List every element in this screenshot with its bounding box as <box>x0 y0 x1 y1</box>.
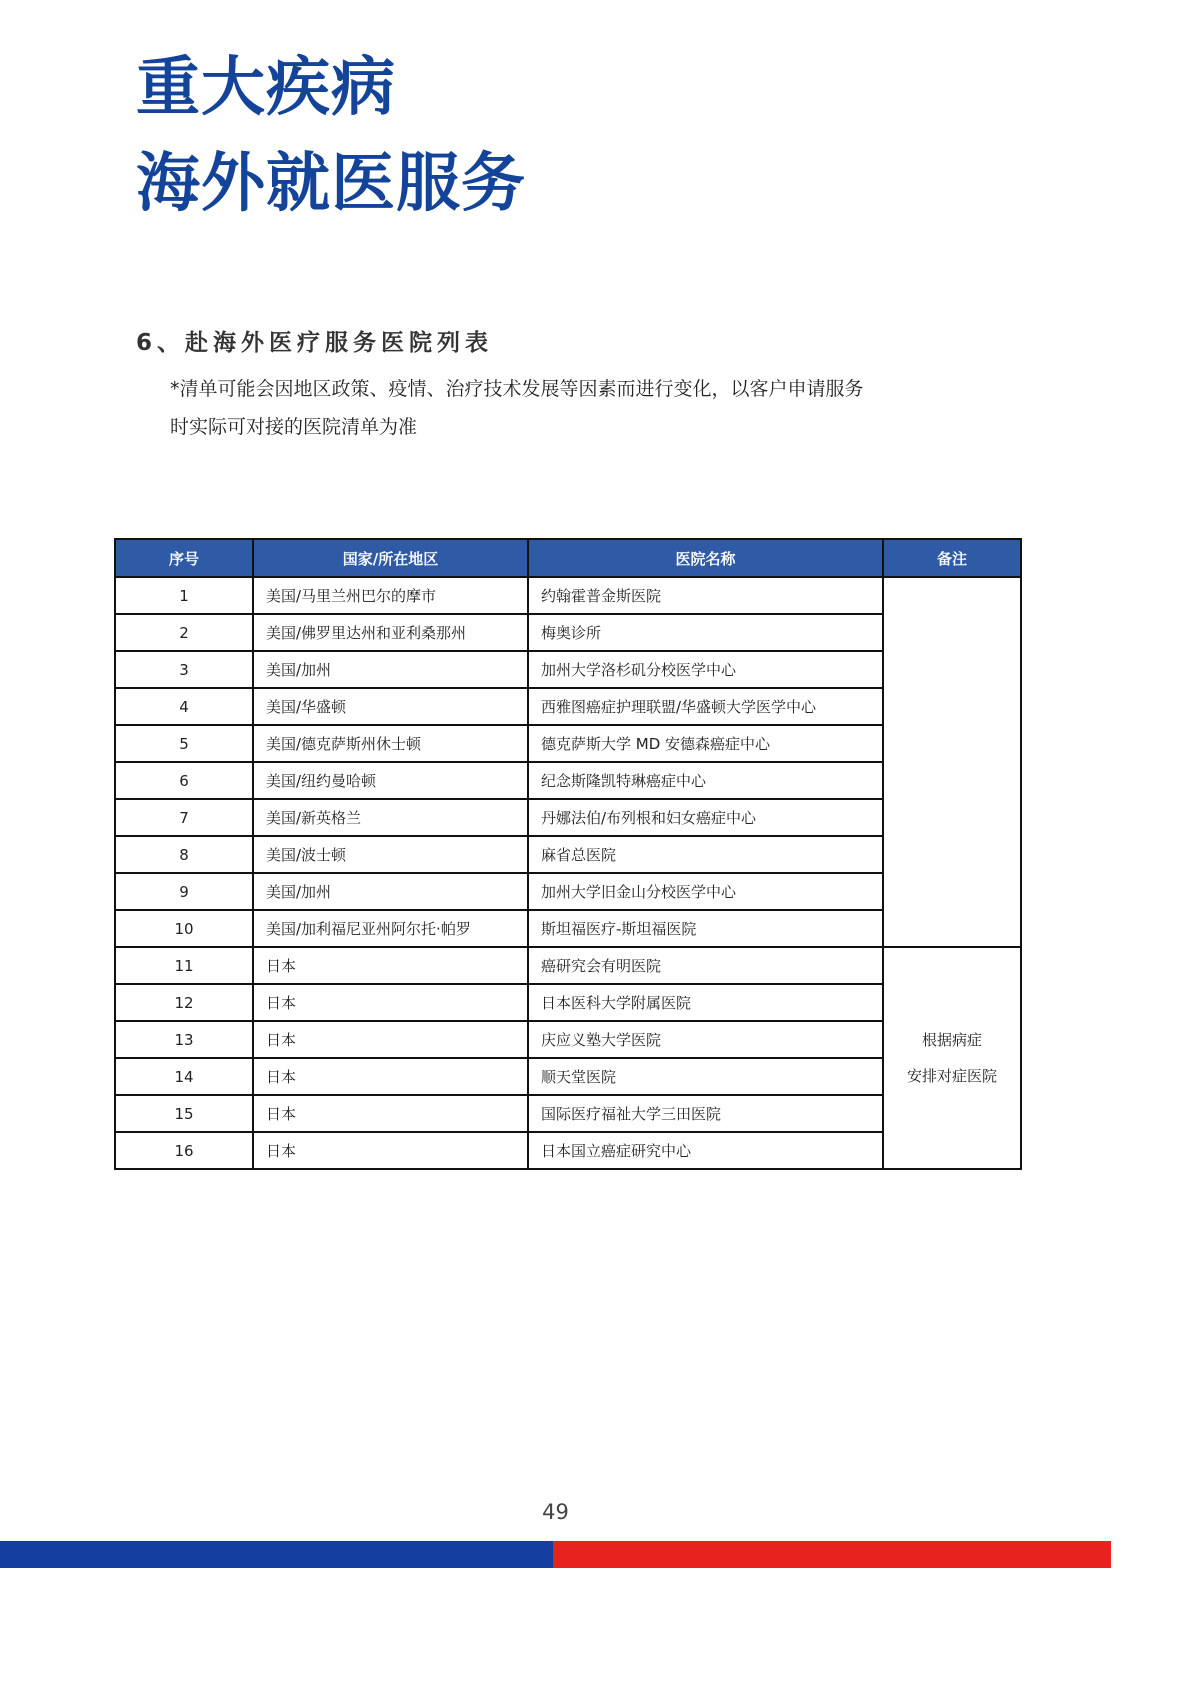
row-index: 5 <box>115 725 253 762</box>
remark-japan-line-2: 安排对症医院 <box>906 1067 997 1085</box>
remark-japan <box>883 947 1021 1169</box>
title-line-2: 海外就医服务 <box>136 147 526 221</box>
row-hospital: 加州大学旧金山分校医学中心 <box>528 873 883 910</box>
row-index: 12 <box>115 984 253 1021</box>
row-index: 8 <box>115 836 253 873</box>
row-region: 美国/马里兰州巴尔的摩市 <box>253 577 528 614</box>
row-index: 11 <box>115 947 253 984</box>
row-index: 9 <box>115 873 253 910</box>
row-index: 7 <box>115 799 253 836</box>
row-region: 日本 <box>253 1132 528 1169</box>
row-index: 13 <box>115 1021 253 1058</box>
title-line-1: 重大疾病 <box>136 51 396 125</box>
row-index: 6 <box>115 762 253 799</box>
table-header-row <box>115 539 1021 577</box>
row-region: 美国/加州 <box>253 873 528 910</box>
row-hospital: 麻省总医院 <box>528 836 883 873</box>
header-hospital: 医院名称 <box>528 539 883 577</box>
table-row <box>115 577 1021 614</box>
page-title <box>136 40 526 232</box>
row-hospital: 约翰霍普金斯医院 <box>528 577 883 614</box>
table-row <box>115 947 1021 984</box>
row-index: 3 <box>115 651 253 688</box>
row-index: 4 <box>115 688 253 725</box>
row-region: 美国/佛罗里达州和亚利桑那州 <box>253 614 528 651</box>
row-region: 日本 <box>253 1058 528 1095</box>
row-index: 2 <box>115 614 253 651</box>
row-index: 15 <box>115 1095 253 1132</box>
row-index: 16 <box>115 1132 253 1169</box>
footer-bar-blue <box>0 1541 553 1568</box>
row-hospital: 日本医科大学附属医院 <box>528 984 883 1021</box>
row-hospital: 顺天堂医院 <box>528 1058 883 1095</box>
row-hospital: 纪念斯隆凯特琳癌症中心 <box>528 762 883 799</box>
row-region: 美国/加州 <box>253 651 528 688</box>
section-heading: 6、赴海外医疗服务医院列表 <box>136 330 494 356</box>
note-line-2: 时实际可对接的医院清单为准 <box>170 416 418 438</box>
row-region: 美国/加利福尼亚州阿尔托·帕罗 <box>253 910 528 947</box>
remark-japan-line-1: 根据病症 <box>921 1031 982 1049</box>
row-hospital: 庆应义塾大学医院 <box>528 1021 883 1058</box>
row-hospital: 丹娜法伯/布列根和妇女癌症中心 <box>528 799 883 836</box>
row-region: 日本 <box>253 1095 528 1132</box>
header-region: 国家/所在地区 <box>253 539 528 577</box>
remark-usa <box>883 577 1021 947</box>
row-hospital: 斯坦福医疗-斯坦福医院 <box>528 910 883 947</box>
row-hospital: 德克萨斯大学 MD 安德森癌症中心 <box>528 725 883 762</box>
row-hospital: 日本国立癌症研究中心 <box>528 1132 883 1169</box>
page-number: 49 <box>542 1500 569 1524</box>
row-hospital: 西雅图癌症护理联盟/华盛顿大学医学中心 <box>528 688 883 725</box>
row-hospital: 国际医疗福祉大学三田医院 <box>528 1095 883 1132</box>
row-region: 美国/新英格兰 <box>253 799 528 836</box>
row-index: 1 <box>115 577 253 614</box>
row-index: 10 <box>115 910 253 947</box>
row-region: 美国/纽约曼哈顿 <box>253 762 528 799</box>
note-line-1: *清单可能会因地区政策、疫情、治疗技术发展等因素而进行变化，以客户申请服务 <box>170 378 864 400</box>
row-region: 日本 <box>253 1021 528 1058</box>
row-region: 日本 <box>253 984 528 1021</box>
footer-bar-red <box>553 1541 1111 1568</box>
row-hospital: 癌研究会有明医院 <box>528 947 883 984</box>
row-region: 美国/华盛顿 <box>253 688 528 725</box>
header-remark: 备注 <box>883 539 1021 577</box>
row-region: 美国/德克萨斯州休士顿 <box>253 725 528 762</box>
hospital-table <box>114 538 1022 1170</box>
row-region: 日本 <box>253 947 528 984</box>
row-hospital: 梅奥诊所 <box>528 614 883 651</box>
row-region: 美国/波士顿 <box>253 836 528 873</box>
row-index: 14 <box>115 1058 253 1095</box>
section-note <box>170 370 1030 446</box>
header-index: 序号 <box>115 539 253 577</box>
row-hospital: 加州大学洛杉矶分校医学中心 <box>528 651 883 688</box>
